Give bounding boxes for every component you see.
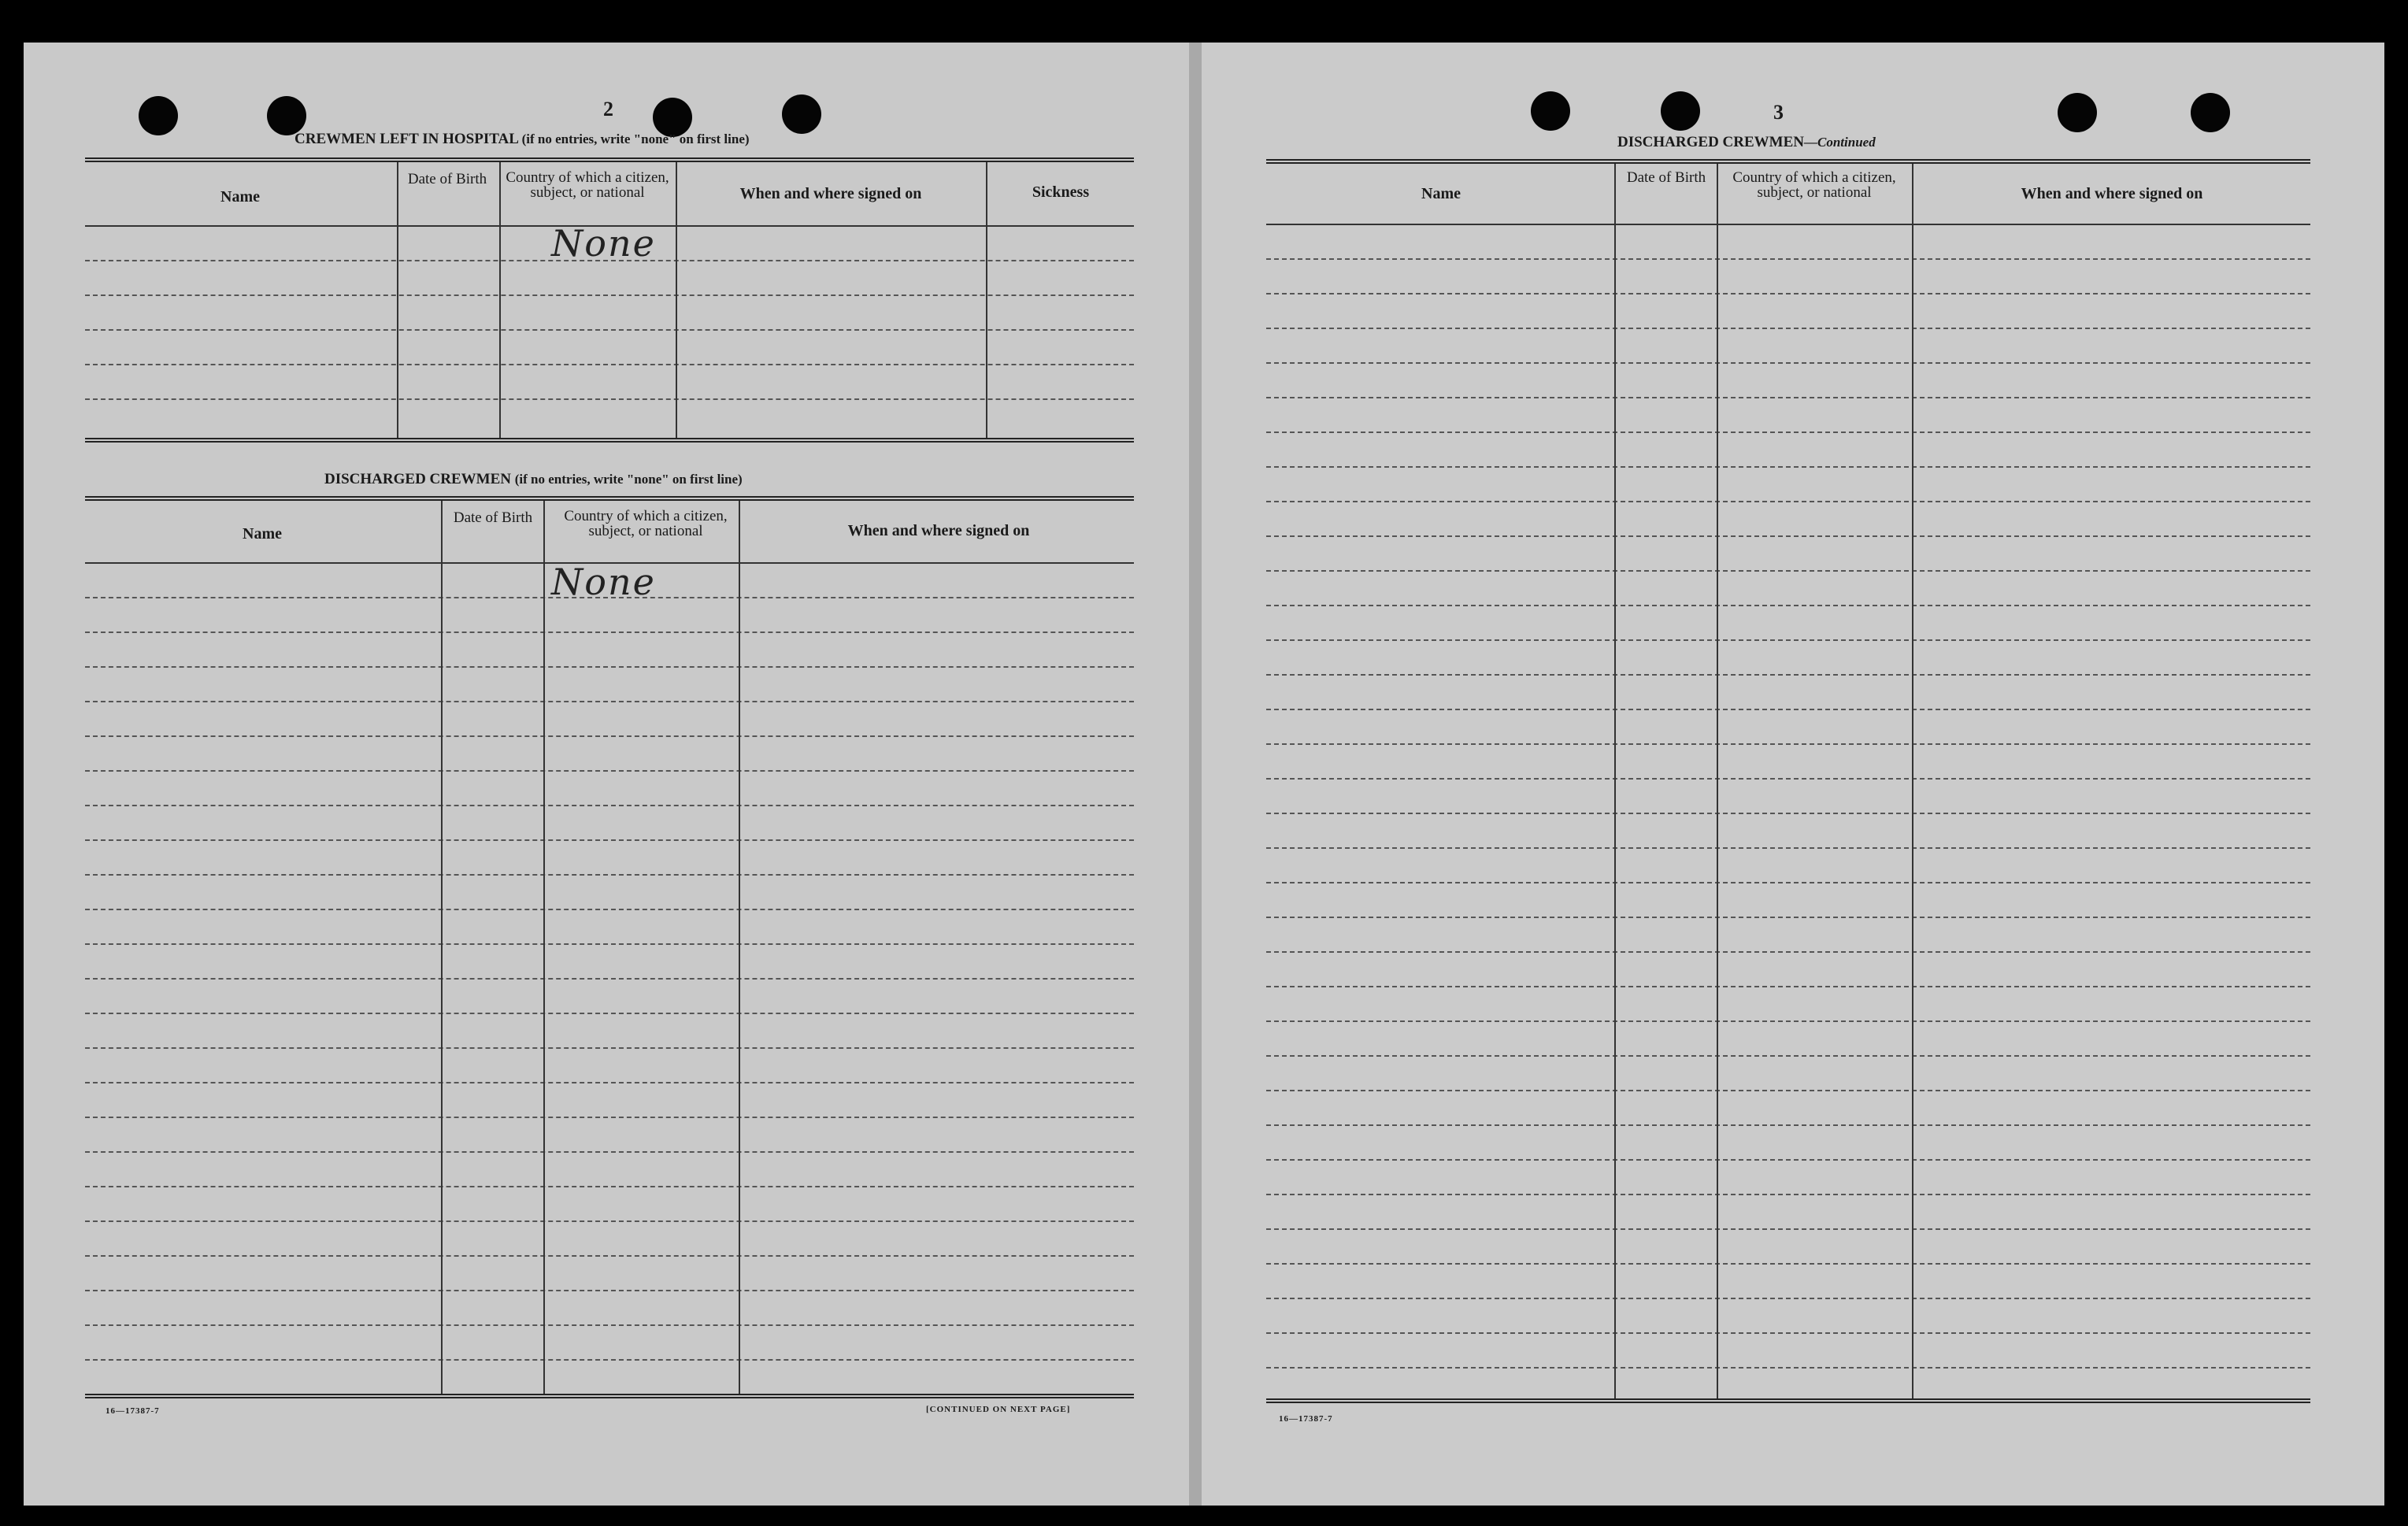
punch-hole [782, 94, 821, 134]
table-column-line [739, 501, 740, 1394]
table-row-line [85, 1220, 1134, 1222]
table-row-line [1266, 397, 2310, 398]
table-row-line [1266, 535, 2310, 537]
table-column-line [499, 162, 501, 438]
section-title-hospital [295, 131, 750, 148]
table-column-line [397, 162, 398, 438]
section-note: (if no entries, write "none" on first line) [514, 472, 743, 487]
table-top-rule [85, 157, 1134, 162]
col-header-country: Country of which a citizen, subject, or national [1732, 169, 1896, 201]
punch-hole [2058, 93, 2097, 132]
table-top-rule [85, 496, 1134, 501]
table-row-line [1266, 917, 2310, 918]
table-row-line [1266, 1298, 2310, 1299]
table-row-line [85, 632, 1134, 633]
table-row-line [1266, 986, 2310, 987]
table-column-line [986, 162, 987, 438]
table-row-line [85, 1082, 1134, 1083]
table-column-line [441, 501, 443, 1394]
col-header-name: Name [1421, 185, 1461, 202]
section-title-discharged [324, 471, 743, 488]
col-header-name: Name [220, 188, 260, 206]
table-row-line [85, 294, 1134, 296]
table-row-line [1266, 709, 2310, 710]
continued-note: [CONTINUED ON NEXT PAGE] [926, 1405, 1071, 1414]
table-row-line [1266, 1124, 2310, 1126]
punch-hole [1531, 91, 1570, 131]
table-row-line [1266, 1263, 2310, 1265]
col-header-signed-on: When and where signed on [847, 522, 1030, 539]
table-row-line [85, 1255, 1134, 1257]
table-row-line [85, 805, 1134, 806]
table-bottom-rule [1266, 1398, 2310, 1403]
table-row-line [85, 329, 1134, 331]
table-header-rule [85, 225, 1134, 227]
table-row-line [1266, 813, 2310, 814]
punch-hole [1661, 91, 1700, 131]
right-page [1198, 43, 2384, 1506]
section-note: (if no entries, write "none" on first line) [521, 131, 750, 146]
section-title-discharged-continued [1617, 134, 1876, 151]
table-row-line [85, 943, 1134, 945]
table-row-line [1266, 1194, 2310, 1195]
col-header-country: Country of which a citizen, subject, or national [506, 169, 669, 201]
table-row-line [85, 597, 1134, 598]
table-row-line [1266, 466, 2310, 468]
form-number: 16—17387-7 [106, 1406, 160, 1416]
table-row-line [85, 701, 1134, 702]
table-row-line [1266, 1159, 2310, 1161]
table-row-line [85, 874, 1134, 876]
table-row-line [1266, 258, 2310, 260]
table-row-line [85, 1013, 1134, 1014]
table-row-line [1266, 1020, 2310, 1022]
table-row-line [1266, 882, 2310, 883]
table-row-line [1266, 674, 2310, 676]
table-row-line [85, 1290, 1134, 1291]
table-row-line [1266, 951, 2310, 953]
table-row-line [1266, 639, 2310, 641]
col-header-name: Name [243, 525, 282, 543]
table-row-line [85, 839, 1134, 841]
table-row-line [1266, 605, 2310, 606]
table-row-line [85, 1359, 1134, 1361]
table-row-line [1266, 743, 2310, 745]
handwritten-none: None [551, 561, 656, 603]
table-bottom-rule [85, 1394, 1134, 1398]
table-row-line [1266, 570, 2310, 572]
table-row-line [85, 1324, 1134, 1326]
table-row-line [1266, 1090, 2310, 1091]
table-header-rule [85, 562, 1134, 564]
table-row-line [85, 735, 1134, 737]
section-title-text: DISCHARGED CREWMEN [324, 471, 511, 487]
section-title-text: CREWMEN LEFT IN HOSPITAL [295, 131, 518, 147]
table-row-line [1266, 1367, 2310, 1369]
table-row-line [1266, 362, 2310, 364]
table-row-line [85, 364, 1134, 365]
section-title-text: DISCHARGED CREWMEN [1617, 134, 1804, 150]
table-row-line [1266, 293, 2310, 294]
table-row-line [85, 1047, 1134, 1049]
table-row-line [85, 978, 1134, 980]
handwritten-none: None [551, 222, 656, 265]
table-row-line [85, 1151, 1134, 1153]
table-column-line [1912, 164, 1913, 1398]
table-top-rule [1266, 159, 2310, 164]
section-suffix: —Continued [1804, 135, 1876, 150]
table-column-line [543, 501, 545, 1394]
table-row-line [1266, 778, 2310, 780]
table-row-line [85, 1117, 1134, 1118]
page-number: 3 [1773, 101, 1784, 124]
table-header-rule [1266, 224, 2310, 225]
col-header-dob: Date of Birth [407, 171, 487, 187]
punch-hole [139, 96, 178, 135]
table-row-line [1266, 1055, 2310, 1057]
table-column-line [1614, 164, 1616, 1398]
col-header-country: Country of which a citizen, subject, or national [564, 508, 728, 539]
col-header-signed-on: When and where signed on [739, 185, 922, 202]
col-header-signed-on: When and where signed on [2021, 185, 2203, 202]
table-row-line [1266, 1228, 2310, 1230]
table-row-line [85, 909, 1134, 910]
form-number: 16—17387-7 [1279, 1414, 1333, 1424]
table-row-line [1266, 432, 2310, 433]
punch-hole [267, 96, 306, 135]
page-number: 2 [603, 98, 613, 120]
table-column-line [676, 162, 677, 438]
table-row-line [85, 398, 1134, 400]
col-header-dob: Date of Birth [1626, 169, 1706, 186]
col-header-sickness: Sickness [1032, 183, 1090, 201]
table-row-line [1266, 328, 2310, 329]
page-gutter [1189, 43, 1202, 1506]
table-column-line [1717, 164, 1718, 1398]
table-row-line [85, 260, 1134, 261]
table-row-line [1266, 501, 2310, 502]
table-row-line [85, 770, 1134, 772]
table-row-line [1266, 1332, 2310, 1334]
table-row-line [85, 1186, 1134, 1187]
table-bottom-rule [85, 438, 1134, 443]
table-row-line [1266, 847, 2310, 849]
col-header-dob: Date of Birth [453, 509, 533, 526]
punch-hole [2191, 93, 2230, 132]
table-row-line [85, 666, 1134, 668]
